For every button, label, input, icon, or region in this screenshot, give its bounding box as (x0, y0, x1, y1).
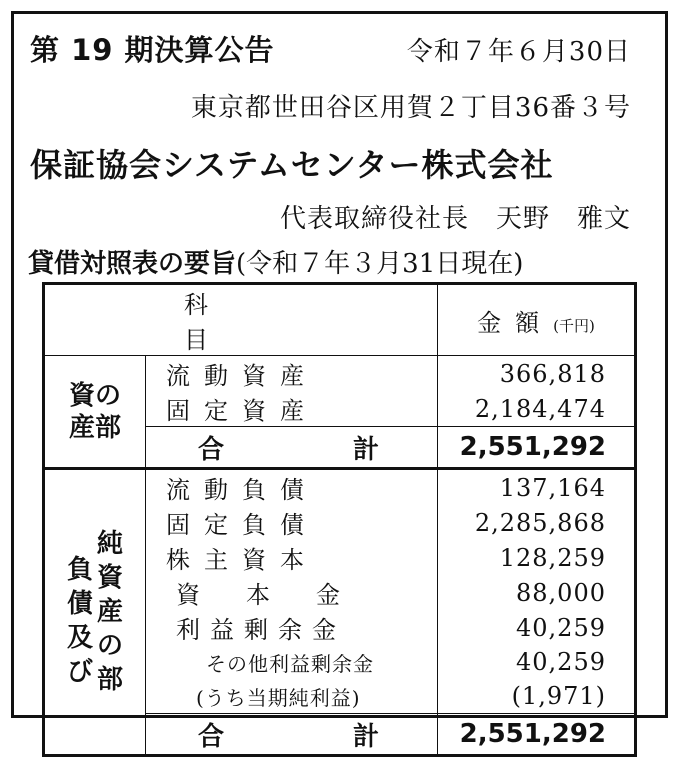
notice-date: 令和７年６月30日 (406, 37, 631, 67)
row-name: その他利益剰余金 (206, 651, 374, 676)
row-name: 株主資本 (166, 546, 318, 574)
assets-section-label (44, 356, 146, 469)
total-label-a: 合 (198, 721, 225, 752)
balance-sheet-table (42, 282, 637, 757)
table-row (44, 356, 636, 392)
liab-char: び (66, 657, 93, 687)
total-label (146, 429, 437, 466)
row-value: 137,164 (499, 473, 606, 502)
header-subject: 科目 (44, 284, 438, 356)
total-label-a: 合 (198, 434, 225, 465)
total-label-b: 計 (352, 434, 379, 465)
row-name: 利益剰余金 (176, 616, 346, 644)
company-address: 東京都世田谷区用賀２丁目36番３号 (190, 93, 631, 123)
notice-title: 第 19 期決算公告 (30, 33, 275, 67)
row-value: 128,259 (499, 543, 606, 572)
header-amount (438, 284, 636, 356)
liab-char: 部 (97, 665, 124, 695)
balance-sheet-heading (28, 243, 523, 280)
representative: 代表取締役社長 天野 雅文 (279, 204, 631, 234)
balance-sheet-period: (令和７年３月31日現在) (236, 249, 524, 279)
liab-char: 及 (66, 623, 93, 653)
row-name: 資本金 (176, 581, 386, 609)
liab-char: 資 (97, 563, 124, 593)
table-row (44, 469, 636, 506)
assets-label-line1: 資の (68, 380, 121, 411)
company-name: 保証協会システムセンター株式会社 (30, 146, 554, 184)
row-name: 流動負債 (166, 476, 318, 504)
row-name: 流動資産 (166, 362, 318, 390)
row-value: 88,000 (516, 578, 606, 607)
liab-char: 純 (97, 529, 124, 559)
row-name: (うち当期純利益) (196, 685, 361, 710)
total-label-b: 計 (352, 721, 379, 752)
header-amount-label: 金額 (477, 308, 554, 337)
row-value: (1,971) (511, 682, 606, 710)
liabilities-section-label (44, 469, 146, 756)
liab-char: 負 (66, 555, 93, 585)
row-name: 固定負債 (166, 511, 318, 539)
row-value: 40,259 (516, 613, 606, 642)
liabilities-total-value: 2,551,292 (438, 714, 636, 756)
balance-sheet-title: 貸借対照表の要旨 (28, 249, 237, 279)
row-value: 366,818 (499, 359, 606, 388)
liab-char: の (97, 631, 124, 661)
row-value: 2,285,868 (474, 508, 606, 537)
total-label (146, 716, 437, 753)
row-value: 40,259 (516, 648, 606, 676)
assets-total-value: 2,551,292 (438, 427, 636, 469)
assets-label-line2: 産部 (68, 412, 121, 443)
row-name: 固定資産 (166, 397, 318, 425)
header-unit: (千円) (553, 316, 595, 335)
row-value: 2,184,474 (474, 394, 606, 423)
liab-char: 債 (66, 589, 93, 619)
liab-char: 産 (97, 597, 124, 627)
table-header-row (44, 284, 636, 356)
